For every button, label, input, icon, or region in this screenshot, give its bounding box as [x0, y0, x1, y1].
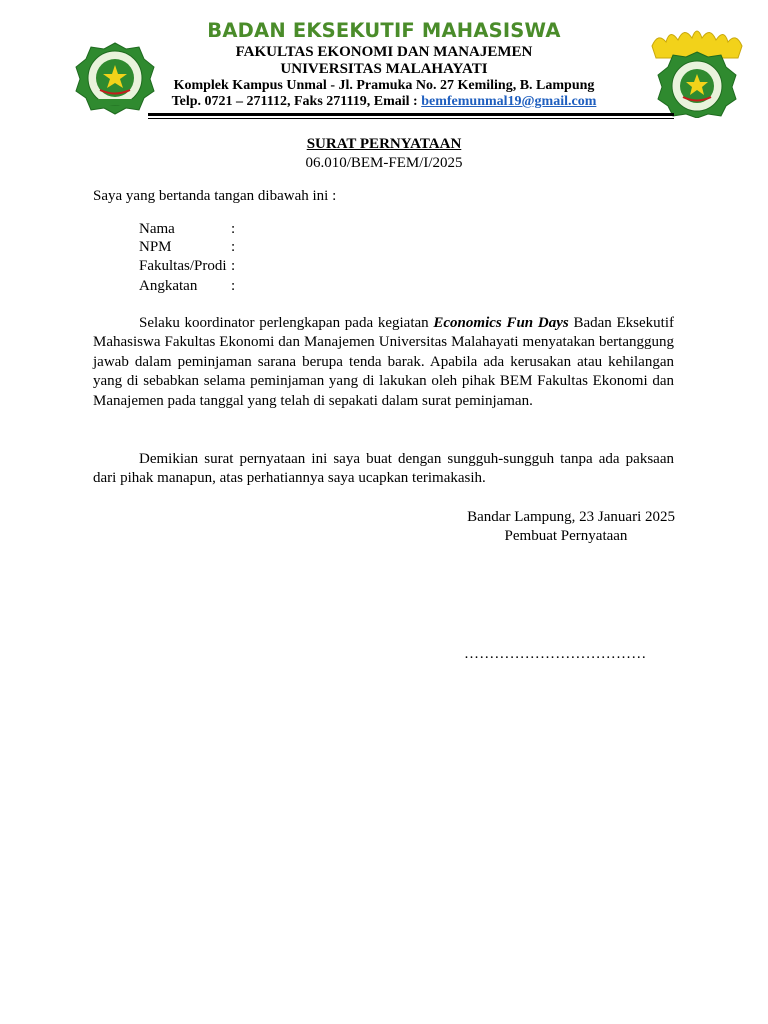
closing-paragraph — [93, 450, 674, 489]
field-fakultas-prodi — [139, 257, 249, 276]
letterhead-title: BADAN EKSEKUTIF MAHASISWA — [207, 19, 561, 42]
field-colon: : — [231, 221, 236, 237]
place-date: Bandar Lampung, 23 Januari 2025 — [467, 509, 675, 525]
signature-line: ……………………………… — [464, 646, 647, 662]
event-name: Economics Fun Days — [433, 315, 569, 331]
field-angkatan — [139, 277, 249, 296]
field-nama — [139, 220, 249, 239]
paragraph2-text: Demikian surat pernyataan ini saya buat dengan sungguh-sungguh tanpa ada paksaan dari pihak manapun, atas perhatiannya saya ucapkan terimakasih. — [93, 451, 674, 487]
field-label: NPM — [139, 239, 172, 255]
letterhead-divider-thick — [148, 113, 674, 116]
statement-paragraph — [93, 314, 674, 411]
field-colon: : — [231, 258, 236, 274]
letterhead-university: UNIVERSITAS MALAHAYATI — [280, 61, 488, 77]
letterhead-contact — [160, 94, 608, 110]
letterhead-divider-thin — [148, 118, 674, 119]
signer-role: Pembuat Pernyataan — [504, 528, 628, 544]
field-label: Angkatan — [139, 278, 198, 294]
paragraph1-post: Badan Eksekutif Mahasiswa Fakultas Ekonomi dan Manajemen Universitas Malahayati menyatakan bertanggung jawab dalam peminjaman sarana berupa tenda barak. Apabila ada kerusakan atau kehilangan yang di sebabkan selama peminjaman yang di lakukan oleh pihak BEM Fakultas Ekonomi dan Manajemen pada tanggal yang telah di sepakati dalam surat peminjaman. — [93, 315, 674, 409]
field-label: Fakultas/Prodi — [139, 258, 227, 274]
university-seal-logo — [74, 41, 156, 116]
document-title-text: SURAT PERNYATAAN — [306, 136, 462, 152]
letterhead-contact-text: Telp. 0721 – 271112, Faks 271119, Email : — [171, 94, 422, 109]
paragraph1-pre: Selaku koordinator perlengkapan pada kegiatan — [139, 315, 434, 331]
letterhead — [160, 18, 608, 110]
field-colon: : — [231, 239, 236, 255]
intro-text: Saya yang bertanda tangan dibawah ini : — [93, 188, 337, 204]
field-npm — [139, 238, 249, 257]
letterhead-address: Komplek Kampus Unmal - Jl. Pramuka No. 27 Kemiling, B. Lampung — [173, 78, 595, 93]
document-title — [0, 135, 768, 153]
letterhead-faculty: FAKULTAS EKONOMI DAN MANAJEMEN — [235, 44, 533, 60]
document-number: 06.010/BEM-FEM/I/2025 — [305, 155, 463, 171]
letterhead-email-link[interactable]: bemfemunmal19@gmail.com — [421, 94, 597, 109]
faculty-seal-logo — [648, 24, 746, 118]
field-colon: : — [231, 278, 236, 294]
field-label: Nama — [139, 221, 175, 237]
